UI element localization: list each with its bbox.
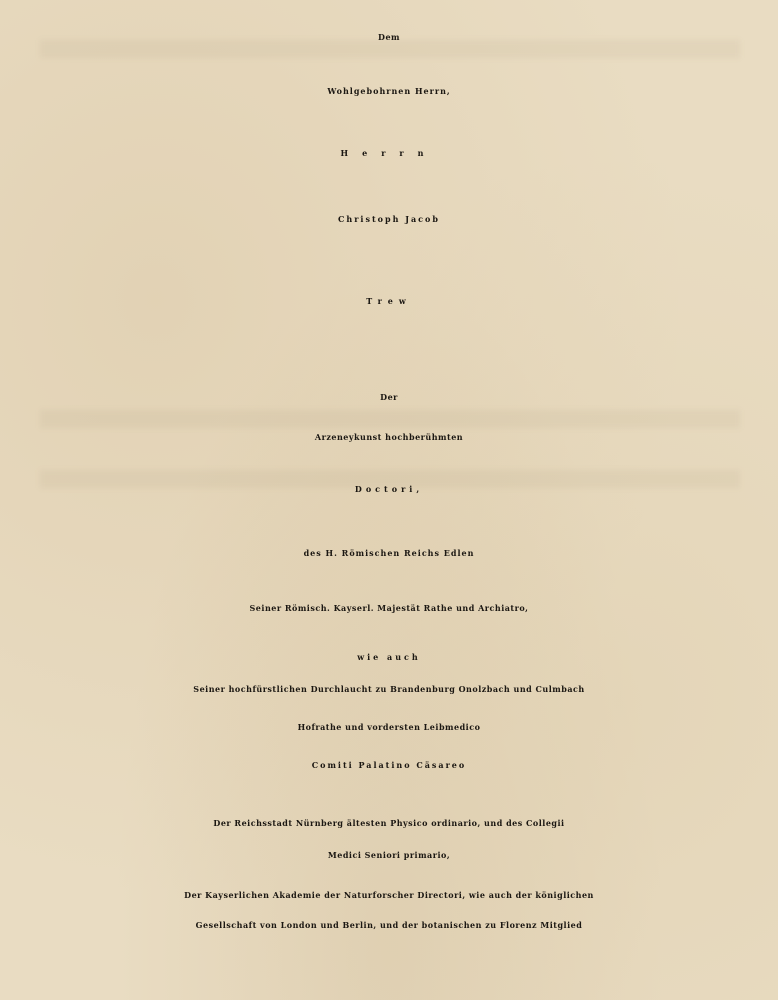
- dedication-line-dem: Dem: [378, 32, 400, 42]
- dedication-line-doctori: Doctori,: [354, 484, 424, 494]
- dedication-line-arzeneykunst: Arzeneykunst hochberühmten: [314, 432, 464, 442]
- dedication-line-reichs-edlen: des H. Römischen Reichs Edlen: [303, 548, 475, 558]
- dedication-line-leibmedico: Hofrathe und vordersten Leibmedico: [297, 722, 481, 732]
- dedication-line-nuernberg: Der Reichsstadt Nürnberg ältesten Physico ordinario, und des Collegii: [213, 818, 565, 828]
- dedication-line-akademie: Der Kayserlichen Akademie der Naturforscher Directori, wie auch der königlichen: [184, 890, 594, 900]
- dedicatee-surname: Trew: [366, 296, 412, 306]
- dedication-line-wie-auch: wie auch: [357, 652, 421, 662]
- show-through-shadow: [40, 410, 740, 428]
- dedication-line-der: Der: [380, 392, 398, 402]
- dedication-line-brandenburg: Seiner hochfürstlichen Durchlaucht zu Brandenburg Onolzbach und Culmbach: [193, 684, 585, 694]
- show-through-shadow: [40, 40, 740, 58]
- dedicatee-first-names: Christoph Jacob: [338, 214, 440, 224]
- dedication-line-medici-seniori: Medici Seniori primario,: [327, 850, 451, 860]
- dedication-line-gesellschaft: Gesellschaft von London und Berlin, und der botanischen zu Florenz Mitglied: [195, 920, 583, 930]
- dedication-line-wohlgebohrnen: Wohlgebohrnen Herrn,: [327, 86, 451, 96]
- dedication-line-comiti-palatino: Comiti Palatino Cäsareo: [311, 760, 467, 770]
- dedication-line-herrn: Herrn: [340, 148, 438, 158]
- dedication-line-archiatro: Seiner Römisch. Kayserl. Majestät Rathe und Archiatro,: [249, 603, 529, 613]
